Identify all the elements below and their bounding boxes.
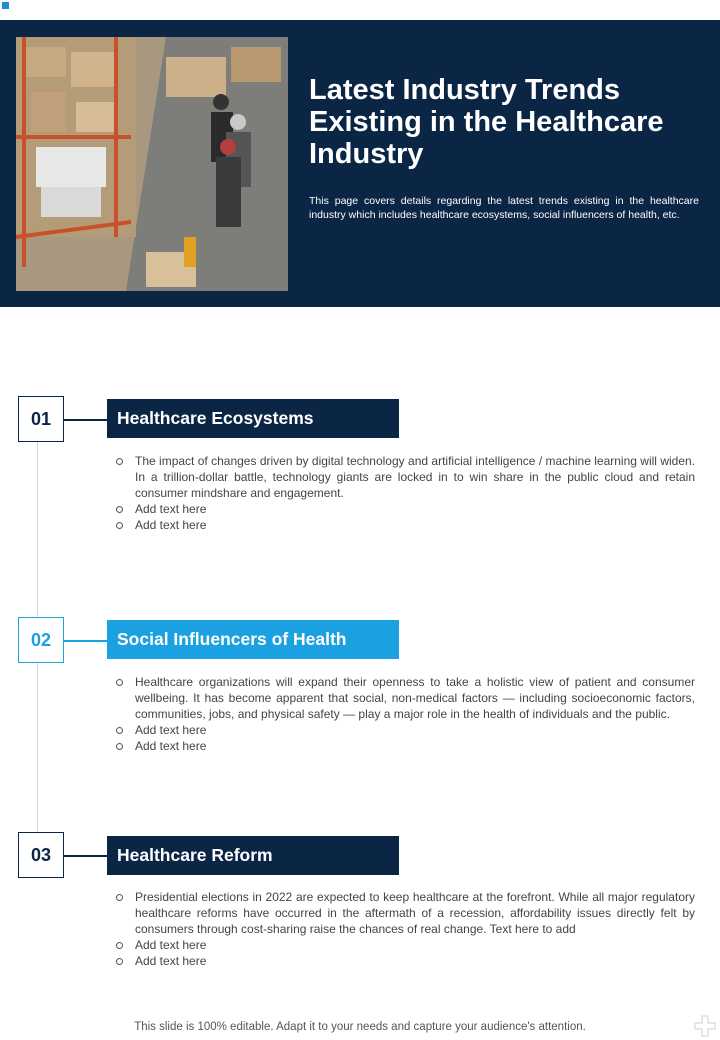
list-item: The impact of changes driven by digital technology and artificial intelligence / machine learning will widen. In a trillion-dollar battle, technology giants are locked in to win share in the public cloud and retain consumer mindshare and engagement. [115,453,695,501]
section-heading-healthcare-ecosystems: Healthcare Ecosystems [107,399,399,438]
bullet-circle-icon [116,894,123,901]
list-item: Add text here [115,937,695,953]
footer-note: This slide is 100% editable. Adapt it to your needs and capture your audience's attention. [134,1021,586,1033]
bullet-circle-icon [116,727,123,734]
bullet-circle-icon [116,458,123,465]
bullet-circle-icon [116,942,123,949]
page-description: This page covers details regarding the latest trends existing in the healthcare industry which includes healthcare ecosystems, social influencers of health, etc. [309,195,699,221]
section-bullets-03 [115,889,695,969]
bullet-circle-icon [116,506,123,513]
warehouse-illustration [16,37,288,291]
section-connector-01 [64,419,108,421]
list-item: Presidential elections in 2022 are expected to keep healthcare at the forefront. While all major regulatory healthcare reforms have occurred in the aftermath of a recession, affordability issues directly felt by consumers through cost-sharing raise the chances of real change. Text here to add [115,889,695,937]
page-title: Latest Industry Trends Existing in the Healthcare Industry [309,74,664,170]
list-item: Add text here [115,722,695,738]
list-item: Add text here [115,953,695,969]
list-item: Healthcare organizations will expand their openness to take a holistic view of patient and consumer wellbeing. It has become apparent that social, non-medical factors — including socioeconomic factors, communities, jobs, and physical safety — play a major role in the health of individuals and the public. [115,674,695,722]
plus-icon [694,1015,716,1037]
section-number-02: 02 [18,617,64,663]
bullet-circle-icon [116,743,123,750]
list-item: Add text here [115,517,695,533]
list-item: Add text here [115,501,695,517]
bullet-circle-icon [116,958,123,965]
warehouse-photo [16,37,288,291]
section-number-01: 01 [18,396,64,442]
section-connector-02 [64,640,108,642]
hero-banner [0,20,720,307]
bullet-circle-icon [116,522,123,529]
section-heading-healthcare-reform: Healthcare Reform [107,836,399,875]
section-heading-social-influencers: Social Influencers of Health [107,620,399,659]
bullet-circle-icon [116,679,123,686]
section-connector-03 [64,855,108,857]
section-bullets-01 [115,453,695,533]
section-bullets-02 [115,674,695,754]
list-item: Add text here [115,738,695,754]
corner-accent [2,2,9,9]
section-number-03: 03 [18,832,64,878]
